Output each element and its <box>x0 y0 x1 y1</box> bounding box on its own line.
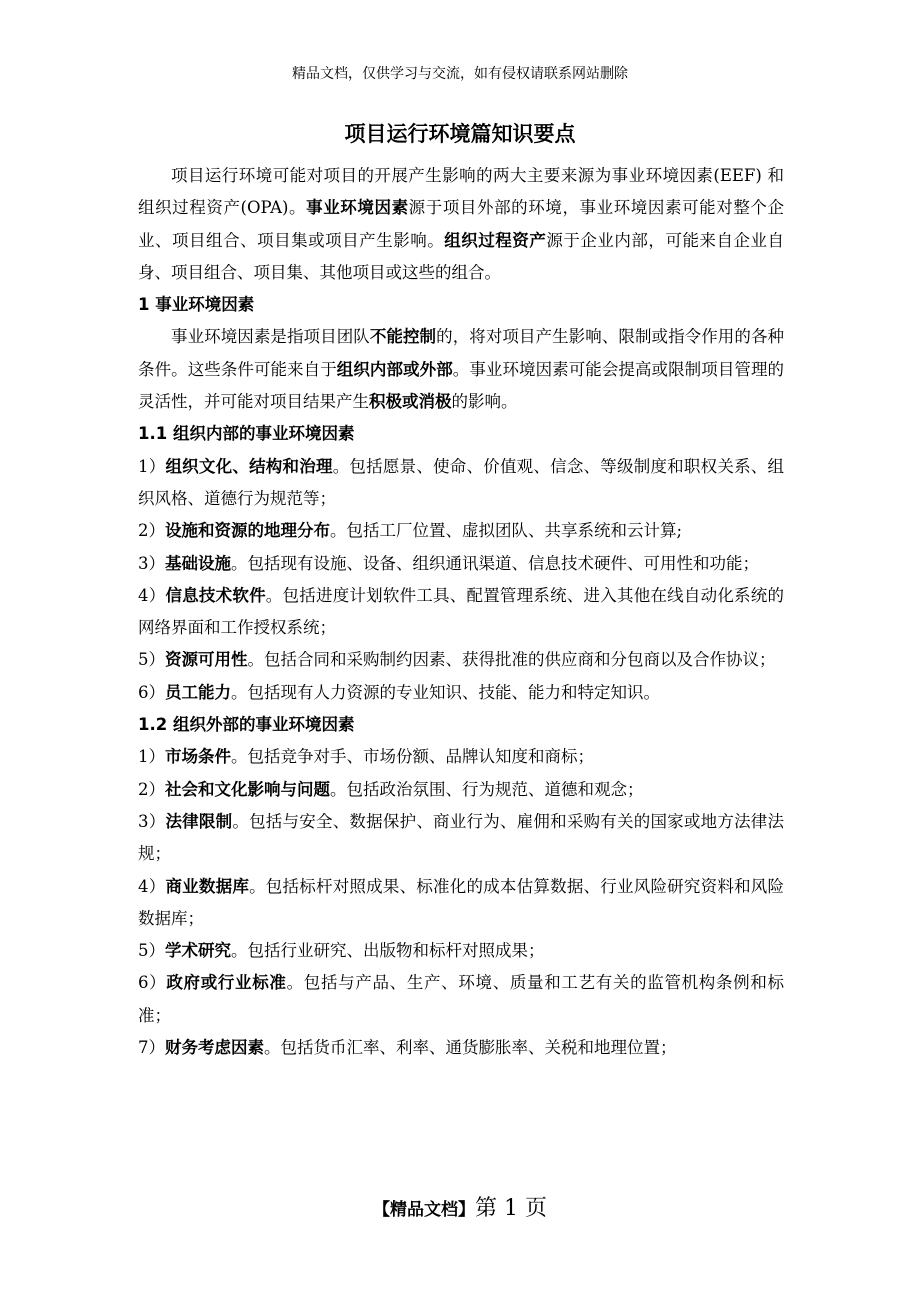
item-text: 。包括与安全、数据保护、商业行为、雇佣和采购有关的国家或地方法律法规； <box>138 811 785 864</box>
list-item <box>138 871 784 936</box>
s1-text-2: 的，将对项目产生影响、限制或指令作用的各种条件。这些条件可能来自于 <box>138 327 785 379</box>
item-text: 。包括工厂位置、虚拟团队、共享系统和云计算; <box>330 521 683 541</box>
list-item <box>138 580 784 645</box>
list-item <box>138 644 784 676</box>
item-text: 。包括标杆对照成果、标准化的成本估算数据、行业风险研究资料和风险数据库； <box>138 876 785 928</box>
s1-bold-3: 积极或消极 <box>369 392 452 412</box>
item-term: 商业数据库 <box>165 876 250 896</box>
document-body <box>138 160 784 1064</box>
item-text: 。包括货币汇率、利率、通货膨胀率、关税和地理位置； <box>264 1038 677 1058</box>
item-term: 组织文化、结构和治理 <box>165 456 333 476</box>
item-text: 。包括政治氛围、行为规范、道德和观念； <box>330 779 644 799</box>
item-number: 1） <box>138 456 166 476</box>
intro-paragraph <box>138 160 784 289</box>
item-term: 员工能力 <box>165 682 231 702</box>
s1-bold-1: 不能控制 <box>369 327 437 347</box>
list-item <box>138 741 784 773</box>
item-number: 3） <box>138 811 166 831</box>
list-item <box>138 774 784 806</box>
s1-text-3: 。事业环境因素可能会提高或限制项目管理的灵活性，并可能对项目结果产生 <box>138 359 785 412</box>
item-term: 学术研究 <box>165 941 231 961</box>
page-footer <box>0 1192 920 1227</box>
intro-text-1: 项目运行环境可能对项目的开展产生影响的两大主要来源为事业环境因素(EEF) 和组织过程资产(OPA)。 <box>138 166 784 218</box>
item-text: 。包括现有人力资源的专业知识、技能、能力和特定知识。 <box>231 682 660 702</box>
item-number: 1） <box>138 747 165 767</box>
intro-bold-2: 组织过程资产 <box>444 230 547 250</box>
page-header: 精品文档，仅供学习与交流，如有侵权请联系网站删除 <box>292 66 628 82</box>
item-term: 基础设施 <box>165 553 231 573</box>
item-term: 信息技术软件 <box>165 585 266 605</box>
item-number: 5） <box>138 650 165 670</box>
item-number: 2） <box>138 521 165 541</box>
item-number: 3） <box>138 553 165 573</box>
item-term: 财务考虑因素 <box>165 1038 264 1058</box>
item-term: 法律限制 <box>165 811 233 831</box>
s1-text-4: 的影响。 <box>451 392 518 412</box>
list-item <box>138 515 784 547</box>
list-item <box>138 677 784 709</box>
section-1-2-heading: 1.2 组织外部的事业环境因素 <box>138 715 355 735</box>
item-number: 2） <box>138 779 165 799</box>
list-item <box>138 967 784 1032</box>
item-text: 。包括进度计划软件工具、配置管理系统、进入其他在线自动化系统的网络界面和工作授权系统； <box>138 585 785 638</box>
document-title: 项目运行环境篇知识要点 <box>344 122 576 146</box>
item-text: 。包括竞争对手、市场份额、品牌认知度和商标； <box>231 747 594 767</box>
item-number: 4） <box>138 585 166 605</box>
item-term: 资源可用性 <box>165 650 248 670</box>
list-item <box>138 548 784 580</box>
item-text: 。包括合同和采购制约因素、获得批准的供应商和分包商以及合作协议； <box>247 650 776 670</box>
page-number: 第 1 页 <box>475 1196 547 1221</box>
item-text: 。包括现有设施、设备、组织通讯渠道、信息技术硬件、可用性和功能； <box>231 553 759 573</box>
item-term: 设施和资源的地理分布 <box>165 521 330 541</box>
list-item <box>138 806 784 871</box>
item-text: 。包括愿景、使命、价值观、信念、等级制度和职权关系、组织风格、道德行为规范等； <box>138 456 785 508</box>
list-item <box>138 1032 784 1064</box>
item-text: 。包括行业研究、出版物和标杆对照成果； <box>231 941 545 961</box>
section-1-1-list <box>138 451 784 709</box>
item-term: 市场条件 <box>165 747 231 767</box>
intro-text-2: 源于项目外部的环境，事业环境因素可能对整个企业、项目组合、项目集或项目产生影响。 <box>138 198 785 250</box>
item-number: 4） <box>138 876 166 896</box>
list-item <box>138 935 784 967</box>
item-number: 6） <box>138 973 167 993</box>
section-1-1-heading: 1.1 组织内部的事业环境因素 <box>138 424 355 444</box>
item-text: 。包括与产品、生产、环境、质量和工艺有关的监管机构条例和标准； <box>138 973 785 1025</box>
list-item <box>138 451 784 516</box>
s1-bold-2: 组织内部或外部 <box>336 359 453 379</box>
item-number: 6） <box>138 682 165 702</box>
intro-text-3: 源于企业内部，可能来自企业自身、项目组合、项目集、其他项目或这些的组合。 <box>138 230 785 282</box>
item-term: 政府或行业标准 <box>166 973 287 993</box>
section-1-heading: 1 事业环境因素 <box>138 295 255 315</box>
s1-text-1: 事业环境因素是指项目团队 <box>171 327 370 347</box>
item-number: 7） <box>138 1038 165 1058</box>
intro-bold-1: 事业环境因素 <box>306 198 409 218</box>
item-term: 社会和文化影响与问题 <box>165 779 330 799</box>
footer-tag: 【精品文档】 <box>373 1200 475 1220</box>
section-1-paragraph <box>138 321 784 418</box>
section-1-2-list <box>138 741 784 1064</box>
item-number: 5） <box>138 941 165 961</box>
